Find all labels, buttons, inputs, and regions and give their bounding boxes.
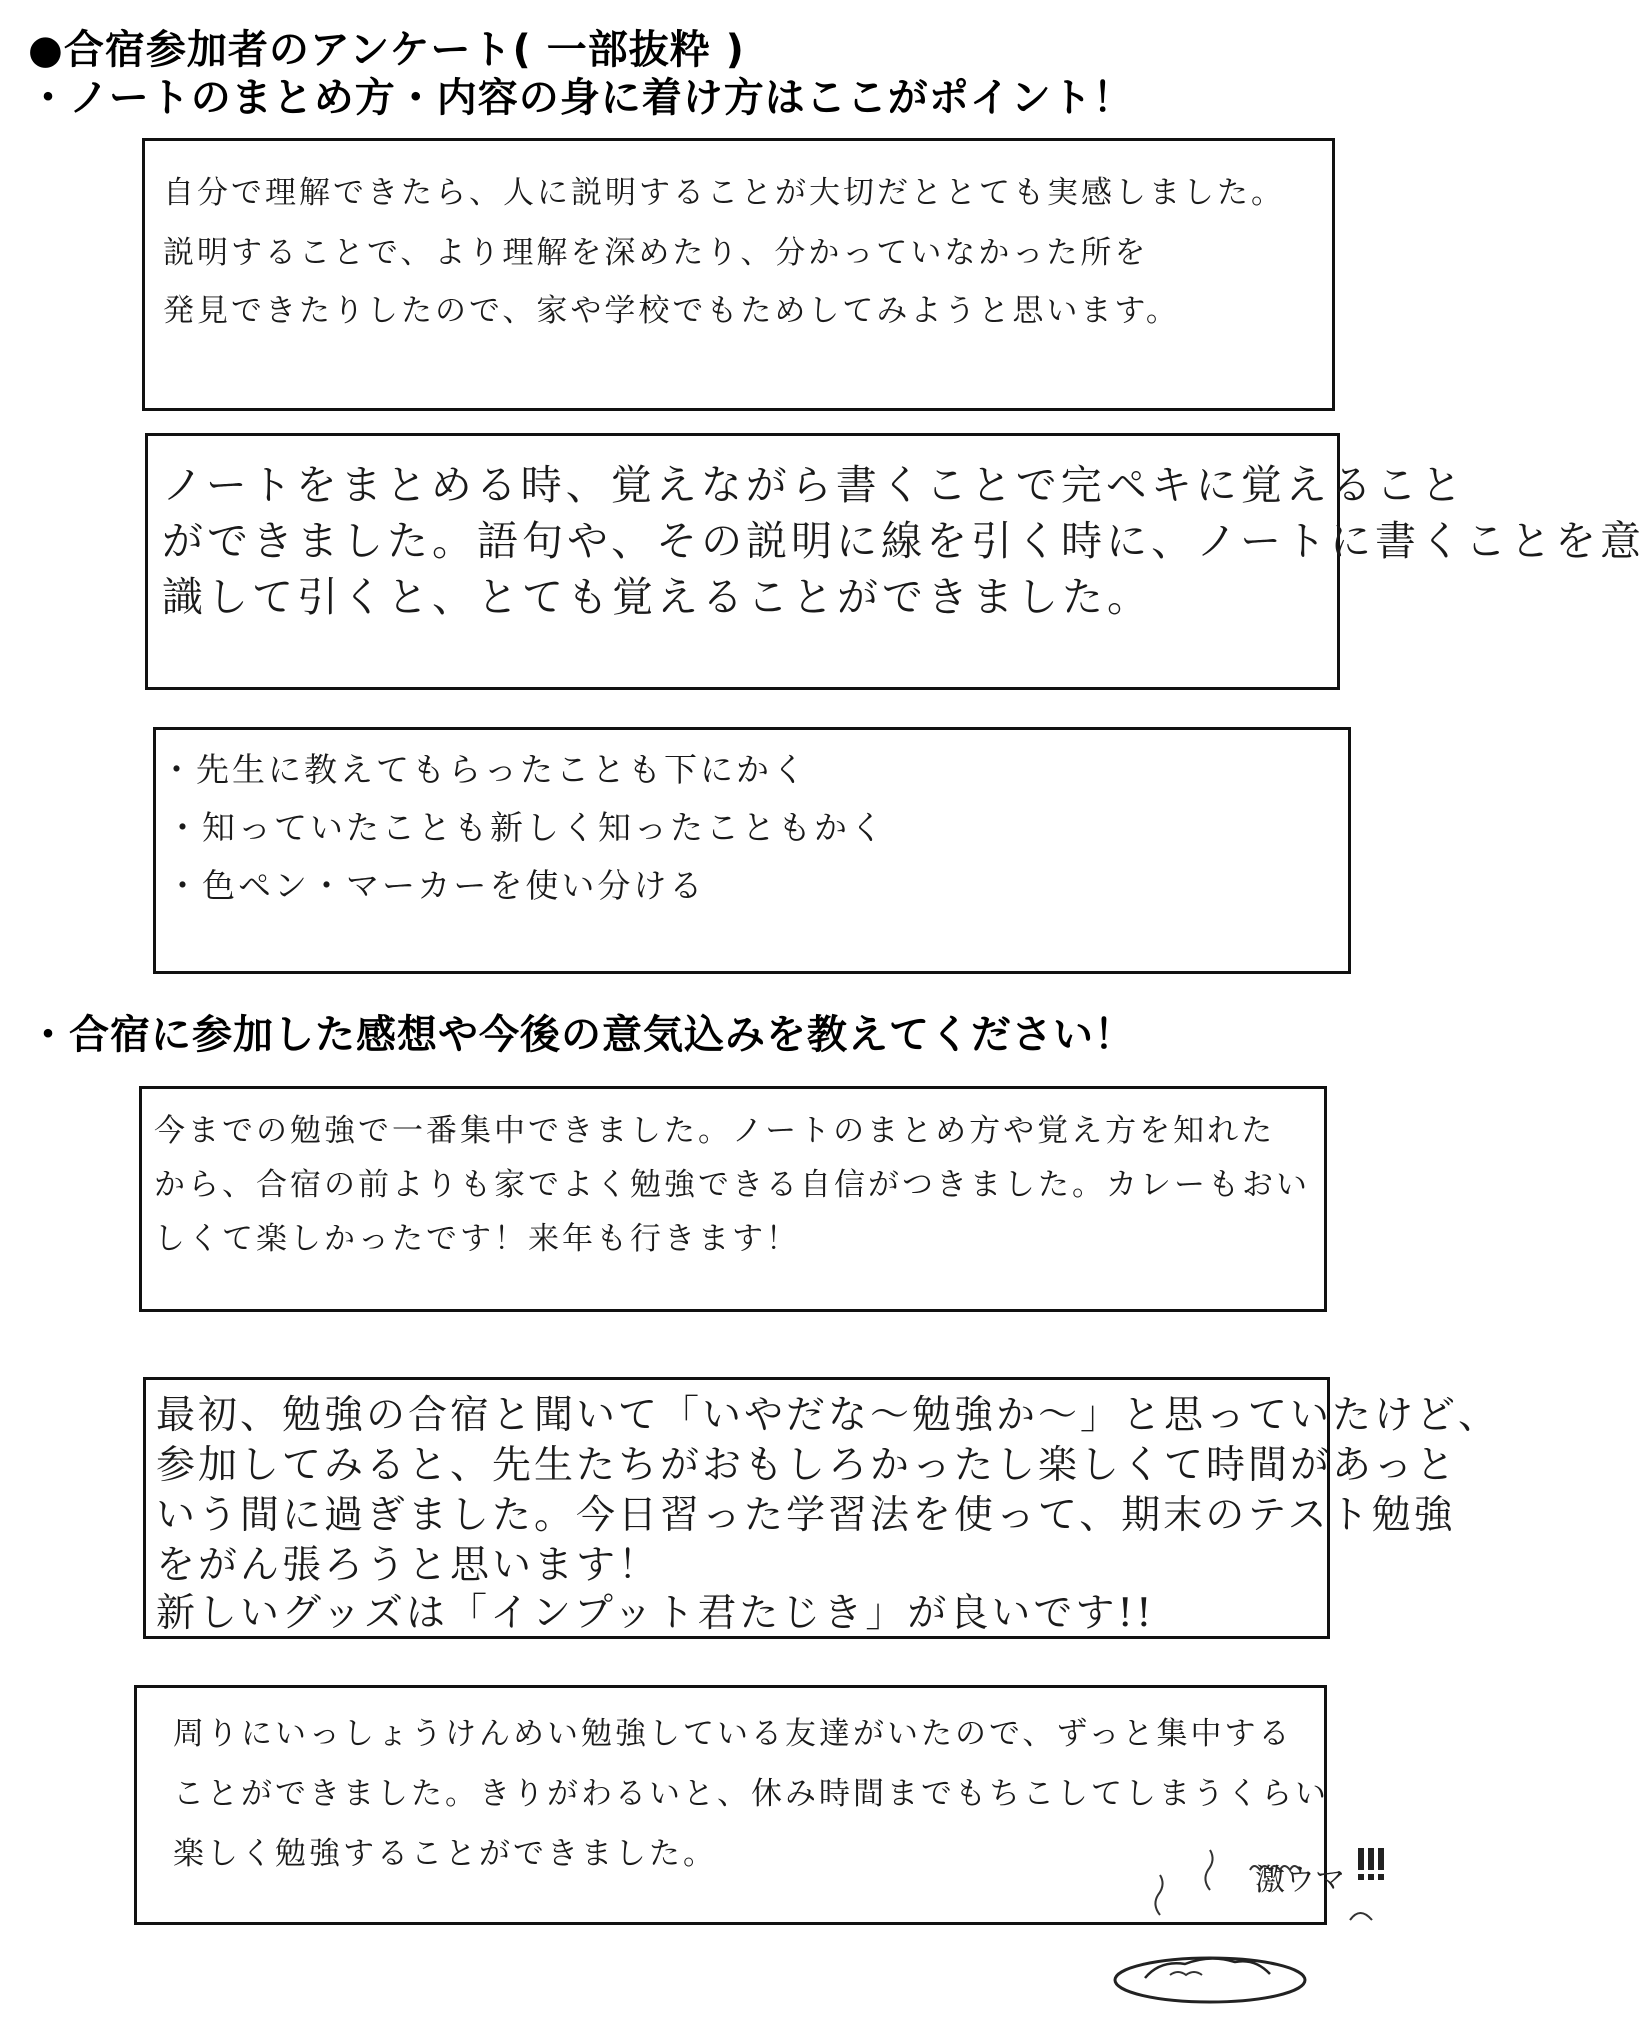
response-box-1 — [142, 138, 1335, 411]
response-box-2 — [145, 433, 1645, 690]
response-box-3 — [153, 727, 1351, 974]
response-line: から、合宿の前よりも家でよく勉強できる自信がつきました。カレーもおい — [154, 1167, 1310, 1203]
response-line: 発見できたりしたので、家や学校でもためしてみようと思います。 — [163, 293, 1180, 329]
response-line: 自分で理解できたら、人に説明することが大切だととても実感しました。 — [163, 175, 1285, 211]
response-line: ノートをまとめる時、覚えながら書くことで完ペキに覚えること — [162, 461, 1466, 509]
response-line: 最初、勉強の合宿と聞いて「いやだな～勉強か～」と思っていたけど、 — [156, 1393, 1501, 1438]
response-line: ・先生に教えてもらったことも下にかく — [160, 750, 808, 789]
response-line: しくて楽しかったです！来年も行きます！ — [154, 1221, 800, 1257]
response-line: 説明することで、より理解を深めたり、分かっていなかった所を — [163, 235, 1149, 271]
response-line: 楽しく勉強することができました。 — [173, 1836, 717, 1872]
response-line: をがん張ろうと思います！ — [156, 1543, 661, 1588]
response-line: 識して引くと、とても覚えることができました。 — [162, 573, 1152, 621]
response-box-4 — [139, 1086, 1327, 1312]
response-line: 周りにいっしょうけんめい勉強している友達がいたので、ずっと集中する — [173, 1716, 1293, 1752]
survey-title: ●合宿参加者のアンケート( 一部抜粋 ) — [28, 27, 745, 73]
response-line: ことができました。きりがわるいと、休み時間までもちこしてしまうくらい — [173, 1776, 1329, 1812]
section-heading-notes: ・ノートのまとめ方・内容の身に着け方はここがポイント！ — [28, 75, 1134, 121]
response-line: ・色ペン・マーカーを使い分ける — [166, 866, 706, 905]
response-box-5 — [143, 1377, 1501, 1639]
response-line: 新しいグッズは「インプット君たじき」が良いです!! — [156, 1591, 1155, 1636]
sketch-caption: 激ウマ — [1255, 1863, 1345, 1898]
curry-rice-doodle-icon — [1100, 1830, 1400, 2020]
response-line: 参加してみると、先生たちがおもしろかったし楽しくて時間があっと — [156, 1443, 1458, 1488]
section-heading-impressions: ・合宿に参加した感想や今後の意気込みを教えてください！ — [28, 1012, 1135, 1058]
response-line: ができました。語句や、その説明に線を引く時に、ノートに書くことを意 — [162, 517, 1645, 565]
response-line: 今までの勉強で一番集中できました。ノートのまとめ方や覚え方を知れた — [154, 1113, 1276, 1149]
response-line: ・知っていたことも新しく知ったこともかく — [166, 808, 886, 847]
response-line: いう間に過ぎました。今日習った学習法を使って、期末のテスト勉強 — [156, 1493, 1456, 1538]
